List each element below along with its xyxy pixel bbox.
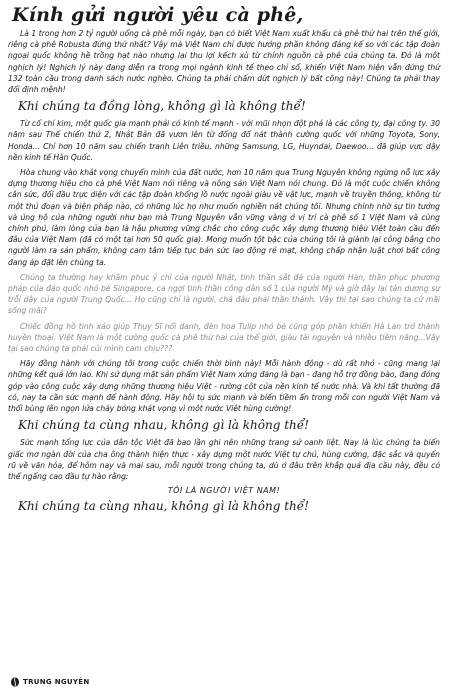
- coffee-bean-icon: [10, 677, 20, 687]
- section-heading-2: Khi chúng ta cùng nhau, không gì là không thể!: [18, 418, 309, 433]
- section-heading-3: Khi chúng ta cùng nhau, không gì là không thể!: [18, 499, 309, 514]
- slogan: TÔI LÀ NGƯỜI VIỆT NAM!: [167, 486, 281, 496]
- paragraph-4: Chúng ta thường hay khâm phục ý chí của người Nhật, tinh thần sắt đá của người Hàn, thần phục phương pháp của đảo quốc nhỏ bé Singapore, ca ngợi tinh thần công dân số 1 của người Mỹ và giờ đây lại tán dương sự trỗi dậy của người Trung Quốc... Họ cũng chỉ là người, chả đâu phải thần thánh. Vậy thì tại sao chúng ta cứ mãi sống mãi?: [8, 272, 440, 316]
- section-heading-1: Khi chúng ta đồng lòng, không gì là không thể!: [18, 99, 306, 114]
- intro-paragraph: Là 1 trong hơn 2 tỷ người uống cà phê mỗi ngày, bạn có biết Việt Nam xuất khẩu cà phê thứ hai trên thế giới, riêng cà phê Robusta đứng thứ nhất? Vậy mà Việt Nam chỉ được hưởng phần không đáng kể so với các tập đoàn ngoại quốc không hề trồng hạt nào nhưng lại thu lợi kếch xù từ chính nguồn cà phê của chúng ta. Đó là một nghịch lý! Nghịch lý này đang diễn ra trong mọi ngành kinh tế theo chỉ số, khiến Việt Nam hiện vẫn đứng thứ 132 toàn cầu trong danh sách nước nghèo. Chúng ta phải chấm dứt nghịch lý bất công này! Chúng ta phải thay đổi định mệnh!: [8, 29, 440, 95]
- brand-logo: [10, 677, 90, 687]
- paragraph-5: Chiếc đồng hồ tinh xảo giúp Thụy Sĩ nổi danh, đèn hoa Tulip nhỏ bé cũng góp phần khiến Hà Lan trở thành huyền thoại. Việt Nam là một cường quốc cà phê thứ hai của thế giới, giàu tài nguyên và nhiều tiềm năng...Vậy tại sao chúng ta phải cúi mình cam chịu???: [8, 321, 440, 354]
- paragraph-7: Sức mạnh tổng lực của dân tộc Việt đã bao lần ghi nên những trang sử oanh liệt. Nay là lúc chúng ta biến giấc mơ ngàn đời của cha ông thành hiện thực - xây dựng một nước Việt tự chủ, hùng cường, đặc sắc và quyến rũ về văn hóa, để hôm nay và mai sau, mỗi người trong chúng ta, dù ở đâu trên khắp quả địa cầu này, đều có thể ngẩng cao đầu tự hào rằng:: [8, 438, 440, 481]
- paragraph-2: Từ cổ chí kim, một quốc gia mạnh phải có kinh tế mạnh - với mũi nhọn đột phá là các công ty, đại công ty. 30 năm sau Thế chiến thứ 2, Nhật Bản đã vươn lên từ đống đổ nát thành cường quốc với những Toyota, Sony, Honda... Chỉ hơn 10 năm sau chiến tranh Liên triều, những Samsung, LG, Huyndai, Daewoo... đã giúp vực dậy nền kinh tế Hàn Quốc.: [8, 119, 440, 162]
- paragraph-3: Hòa chung vào khát vọng chuyển mình của đất nước, hơn 10 năm qua Trung Nguyên không ngừng nỗ lực xây dựng thương hiệu cho cà phê Việt Nam nói riêng và nông sản Việt Nam nói chung. Đó là một cuộc chiến không cân sức, đối đầu trực diện với các tập đoàn khổng lồ nước ngoài giàu về vật lực, mạnh về truyền thông, không từ một thủ đoạn và biện pháp nào, có những lúc họ như muốn nghiền nát chúng tôi. Nhưng chính nhờ sự tin tưởng và ủng hộ của những người như bạn mà Trung Nguyên vẫn vững vàng ở vị trí cà phê số 1 Việt Nam và cùng chính phủ, làm lòng của bạn là hậu phương vững chắc cho công cuộc xây dựng thương hiệu Việt toàn cầu đến đâu của Việt Nam (đã có một tại hơn 50 quốc gia). Mong muốn tột bậc của chúng tôi là giành lại công bằng cho người làm ra sản phẩm, không cam tâm tiếp tục bán sức lao động rẻ mạt, không chấp nhận luật chơi bất công đang áp đặt lên chúng ta.: [8, 168, 440, 267]
- paragraph-6: Hãy đồng hành với chúng tôi trong cuộc chiến thời bình này! Mỗi hành động - dù rất nhỏ - cũng mang lại những kết quả lớn lao. Khi sử dụng mặt sản phẩm Việt Nam xứng đáng là bạn - đang hỗ trợ đồng bào, đang đóng góp vào công cuộc xây dựng những thương hiệu Việt - rường cột của nền kinh tế nước nhà. Và khi tất thường đã có, nay ta cần sức mạnh để hành động. Hãy hội tụ sức mạnh và biến tiềm ẩn trong mỗi con người Việt Nam và thổi bùng lên ngọn lửa cháy bỏng khát vọng vì một nước Việt hùng cường!: [8, 359, 440, 414]
- brand-name: TRUNG NGUYÊN: [23, 678, 90, 686]
- letter-title: Kính gửi người yêu cà phê,: [12, 4, 304, 26]
